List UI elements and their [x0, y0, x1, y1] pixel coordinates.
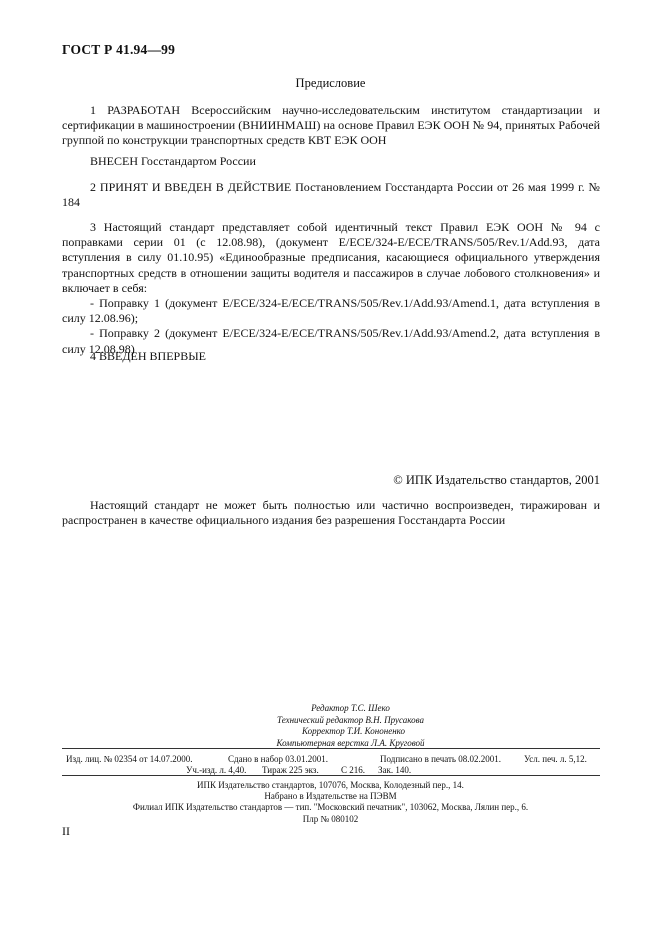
layout-label: Компьютерная верстка: [276, 737, 369, 748]
paragraph-first-introduced: [62, 349, 600, 364]
tech-editor-label: Технический редактор: [277, 714, 364, 725]
typeset-line: Набрано в Издательстве на ПЭВМ: [264, 791, 397, 802]
editor-name: Т.С. Шеко: [350, 703, 390, 713]
copyright-line: © ИПК Издательство стандартов, 2001: [393, 473, 600, 487]
plr-line: Плр № 080102: [302, 813, 359, 824]
page-number: II: [62, 824, 70, 838]
editorial-credits: [0, 703, 661, 749]
branch-line: Филиал ИПК Издательство стандартов — тип. "Московский печатник", 103062, Москва, Лялин пер., 6.: [132, 802, 529, 813]
sent-text: Сдано в набор 03.01.2001.: [228, 754, 329, 764]
document-code: ГОСТ Р 41.94—99: [62, 42, 176, 57]
layout-name: Л.А. Круговой: [371, 737, 425, 748]
circulation-text: Тираж 225 экз.: [262, 765, 319, 775]
print-stats: [0, 754, 661, 776]
reproduction-notice-text: Настоящий стандарт не может быть полностью или частично воспроизведен, тиражирован и распространен в качестве официального издания без разрешения Госстандарта России: [62, 498, 600, 528]
amendment-1: - Поправку 1 (документ E/ECE/324-E/ECE/TRANS/505/Rev.1/Add.93/Amend.1, дата вступления в силу 12.08.96);: [62, 296, 600, 326]
publisher-line: ИПК Издательство стандартов, 107076, Москва, Колодезный пер., 14.: [197, 780, 464, 790]
corrector-label: Корректор: [301, 726, 345, 736]
editor-line: [0, 703, 661, 715]
license-text: Изд. лиц. № 02354 от 14.07.2000.: [66, 754, 193, 764]
pub-sheets-text: Уч.-изд. л. 4,40.: [186, 765, 247, 775]
paragraph-developed: [62, 103, 600, 149]
signed-text: Подписано в печать 08.02.2001.: [380, 754, 502, 764]
print-sheets-text: Усл. печ. л. 5,12.: [524, 754, 587, 764]
imprint-divider-bottom: [62, 775, 600, 776]
paragraph-submitted: [62, 154, 600, 169]
section-title: Предисловие: [295, 76, 366, 90]
tech-editor-name: В.Н. Прусакова: [365, 714, 424, 725]
paragraph-adopted-text: 2 ПРИНЯТ И ВВЕДЕН В ДЕЙСТВИЕ Постановлением Госстандарта России от 26 мая 1999 г. № 184: [62, 180, 600, 210]
paragraph-developed-text: 1 РАЗРАБОТАН Всероссийским научно-исследовательским институтом стандартизации и сертификации в машиностроении (ВНИИНМАШ) на основе Правил ЕЭК ООН № 94, принятых Рабочей группой по конструкции транспортных средств КВТ ЕЭК ООН: [62, 103, 600, 148]
reproduction-notice: [62, 498, 600, 528]
amendment-2: - Поправку 2 (документ E/ECE/324-E/ECE/TRANS/505/Rev.1/Add.93/Amend.2, дата вступления в силу 12.08.98): [62, 326, 600, 356]
tech-editor-line: [0, 715, 661, 727]
imprint-divider-top: [62, 748, 600, 749]
corrector-line: [0, 726, 661, 738]
paragraph-adopted: [62, 180, 600, 210]
paragraph-identical: [62, 220, 600, 357]
code-text: С 216.: [341, 765, 366, 775]
paragraph-submitted-text: ВНЕСЕН Госстандартом России: [90, 154, 256, 168]
corrector-name: Т.И. Кононенко: [346, 726, 406, 736]
paragraph-first-introduced-text: 4 ВВЕДЕН ВПЕРВЫЕ: [90, 349, 206, 363]
paragraph-identical-main: 3 Настоящий стандарт представляет собой идентичный текст Правил ЕЭК ООН № 94 с поправками серии 01 (с 12.08.98), (документ E/ECE/324-E/ECE/TRANS/505/Rev.1/Add.93, дата вступления в силу 01.10.95) «Единообразные предписания, касающиеся официального утверждения транспортных средств в отношении защиты водителя и пассажиров в случае лобового столкновения» и включает в себя:: [62, 220, 600, 295]
order-text: Зак. 140.: [378, 765, 412, 775]
editor-label: Редактор: [311, 703, 349, 713]
publisher-block: [0, 780, 661, 825]
